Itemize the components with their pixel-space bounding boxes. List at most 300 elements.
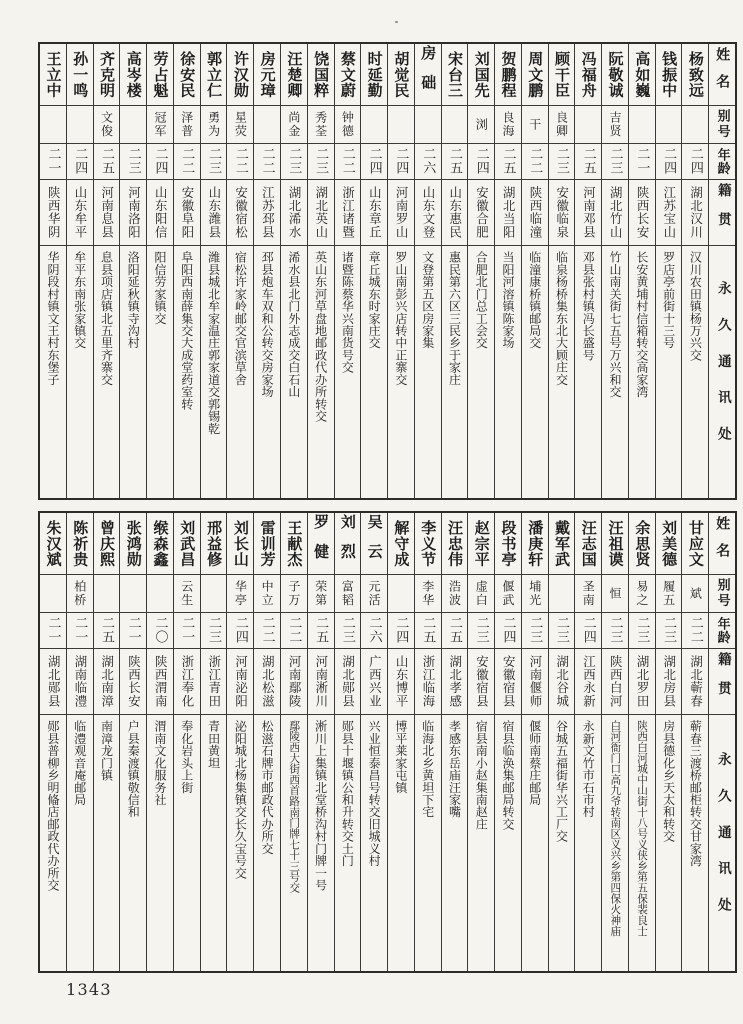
entry-column	[601, 44, 628, 498]
entry-alias-cell	[120, 106, 146, 144]
page-number: 1343	[66, 980, 112, 999]
entry-name-cell	[335, 513, 361, 575]
entry-address: 郧县十堰镇公和升转交土门	[340, 720, 355, 867]
entry-age: 二四	[500, 616, 516, 645]
entry-address: 阳信劳家镇交	[153, 251, 168, 325]
entry-address: 洛阳延秋镇寺沟村	[126, 251, 141, 349]
entry-name: 周文鹏	[526, 51, 545, 98]
entry-address-cell	[94, 246, 120, 498]
entry-alias-cell	[94, 106, 120, 144]
entry-name-cell	[254, 44, 280, 106]
entry-alias-cell	[415, 106, 441, 144]
entry-name: 杨致远	[686, 51, 705, 98]
entry-native: 湖北罗田	[635, 655, 651, 708]
entry-alias: 良卿	[554, 111, 569, 138]
entry-age: 二五	[580, 147, 596, 176]
entry-alias-cell	[656, 106, 682, 144]
entry-age-cell	[361, 144, 387, 180]
entry-alias-cell	[40, 575, 66, 613]
entry-age-cell	[120, 144, 146, 180]
entry-age-cell	[629, 144, 655, 180]
entry-alias-cell	[495, 106, 521, 144]
entry-alias: 中立	[260, 580, 275, 607]
entry-native: 江西永新	[581, 655, 597, 708]
entry-age-cell	[656, 144, 682, 180]
entry-name: 刘国先	[472, 51, 491, 98]
entry-native-cell	[415, 180, 441, 246]
entry-age: 二三	[206, 147, 222, 176]
entry-native: 浙江诸暨	[340, 186, 356, 239]
entry-name: 甘应文	[686, 520, 705, 567]
entry-address: 松滋石牌市邮政代办所交	[260, 720, 275, 855]
entry-name-cell	[629, 513, 655, 575]
entry-alias: 富韬	[340, 580, 355, 607]
entry-name-cell	[442, 44, 468, 106]
entry-name: 高岑楼	[124, 51, 143, 98]
entry-address-cell	[656, 715, 682, 971]
entry-native: 河南息县	[99, 186, 115, 239]
header-column-bottom	[708, 513, 735, 971]
entry-age-cell	[602, 613, 628, 649]
entry-alias: 子万	[286, 580, 301, 607]
entry-column	[66, 513, 93, 971]
entry-age-cell	[40, 613, 66, 649]
entry-address: 临潼康桥镇邮局交	[527, 251, 542, 349]
entry-age-cell	[495, 613, 521, 649]
entry-address: 章丘城东时家庄交	[367, 251, 382, 349]
entry-address: 博平莱家屯镇	[393, 720, 408, 794]
entry-native: 安徽宿松	[233, 186, 249, 239]
header-name-label: 姓名	[714, 47, 731, 102]
entry-name-cell	[94, 513, 120, 575]
scan-speck	[395, 21, 398, 23]
entry-address-cell	[549, 246, 575, 498]
entry-column	[414, 513, 441, 971]
entry-age-cell	[415, 613, 441, 649]
header-native-cell	[709, 649, 735, 715]
entry-native: 山东文登	[420, 186, 436, 239]
entry-native-cell	[335, 180, 361, 246]
entry-name-cell	[174, 44, 200, 106]
entry-name-cell	[629, 44, 655, 106]
entry-name: 吴云	[365, 514, 384, 573]
entry-address-cell	[656, 246, 682, 498]
entry-native-cell	[40, 649, 66, 715]
entry-native: 河南鄢陵	[287, 655, 303, 708]
entry-address-cell	[281, 246, 307, 498]
entry-name-cell	[174, 513, 200, 575]
entry-age: 二三	[607, 147, 623, 176]
entry-age: 二二	[339, 147, 355, 176]
entry-native-cell	[575, 649, 601, 715]
entry-native: 湖北谷城	[554, 655, 570, 708]
entry-name-cell	[602, 44, 628, 106]
entry-native-cell	[67, 649, 93, 715]
entry-address-cell	[254, 715, 280, 971]
entry-address: 宿松许家岭邮交官滨草舍	[233, 251, 248, 386]
entry-address-cell	[468, 715, 494, 971]
entry-name-cell	[281, 44, 307, 106]
entry-address: 阜阳西南薛集交大成堂药室转	[179, 251, 194, 411]
entry-alias-cell	[442, 106, 468, 144]
entry-native: 浙江青田	[206, 655, 222, 708]
entry-address-cell	[120, 246, 146, 498]
entry-age: 二二	[286, 616, 302, 645]
entry-address: 临泉杨桥集东北大顾庄交	[554, 251, 569, 386]
entry-name: 时延勤	[365, 51, 384, 98]
header-address-label: 永久通讯处	[714, 751, 731, 935]
entry-age: 二三	[125, 147, 141, 176]
entry-native-cell	[656, 180, 682, 246]
entry-native-cell	[522, 180, 548, 246]
header-native-label: 籍贯	[714, 183, 731, 242]
entry-name-cell	[120, 44, 146, 106]
entry-alias-cell	[468, 106, 494, 144]
entry-age: 二四	[72, 147, 88, 176]
entry-name-cell	[147, 44, 173, 106]
entry-alias-cell	[254, 106, 280, 144]
entry-age-cell	[254, 144, 280, 180]
entry-alias-cell	[254, 575, 280, 613]
entry-name: 王立中	[44, 51, 63, 98]
entry-name: 汪祖谟	[606, 520, 625, 567]
entry-address-cell	[575, 715, 601, 971]
entry-column	[253, 513, 280, 971]
entry-address-cell	[174, 246, 200, 498]
entry-address-cell	[468, 246, 494, 498]
entry-address-cell	[442, 715, 468, 971]
entry-column	[467, 44, 494, 498]
entry-name: 高如巍	[633, 51, 652, 98]
entry-address: 罗店亭前街十三号	[661, 251, 676, 349]
entry-column	[40, 513, 66, 971]
entry-column	[574, 513, 601, 971]
entry-native-cell	[522, 649, 548, 715]
header-age-cell	[709, 613, 735, 649]
entry-name: 孙一鸣	[71, 51, 90, 98]
entry-native-cell	[120, 649, 146, 715]
entry-name-cell	[201, 44, 227, 106]
entry-alias-cell	[629, 575, 655, 613]
header-alias-cell	[709, 575, 735, 613]
entry-alias: 吉贤	[608, 111, 623, 138]
entry-age: 二三	[206, 616, 222, 645]
entry-address: 泌阳城北杨集镇交长久宝号交	[233, 720, 248, 880]
entry-address: 鄢陵西大街西首路南门牌七十三号交	[288, 720, 301, 893]
entry-name-cell	[468, 44, 494, 106]
entry-age-cell	[308, 144, 334, 180]
entry-age-cell	[361, 613, 387, 649]
entry-native: 湖北南漳	[99, 655, 115, 708]
entry-column	[360, 513, 387, 971]
entry-column	[521, 513, 548, 971]
entry-name: 齐克明	[98, 51, 116, 98]
entry-native-cell	[656, 649, 682, 715]
entry-column	[307, 44, 334, 498]
entry-age: 二四	[393, 147, 409, 176]
entry-native: 河南洛阳	[126, 186, 142, 239]
header-name-cell	[709, 44, 735, 106]
entry-address-cell	[629, 715, 655, 971]
entry-address-cell	[361, 246, 387, 498]
entry-address: 渭南文化服务社	[153, 720, 168, 806]
entry-address: 汉川农田镇杨万兴交	[688, 251, 703, 362]
entry-alias-cell	[549, 575, 575, 613]
entry-native: 山东牟平	[72, 186, 88, 239]
entry-column	[360, 44, 387, 498]
entry-address-cell	[308, 246, 334, 498]
entry-column	[681, 513, 708, 971]
entry-native-cell	[495, 180, 521, 246]
header-alias-cell	[709, 106, 735, 144]
entry-age-cell	[201, 144, 227, 180]
entry-address-cell	[147, 246, 173, 498]
entry-age-cell	[682, 613, 708, 649]
entry-column	[93, 44, 120, 498]
entry-alias-cell	[227, 575, 253, 613]
entry-address-cell	[174, 715, 200, 971]
entry-native-cell	[67, 180, 93, 246]
entry-address-cell	[335, 246, 361, 498]
entry-name-cell	[281, 513, 307, 575]
entry-native: 湖北郧县	[46, 655, 62, 708]
entry-column	[574, 44, 601, 498]
entry-column	[173, 44, 200, 498]
entry-age-cell	[468, 144, 494, 180]
entry-age-cell	[575, 144, 601, 180]
entry-column	[146, 513, 173, 971]
entry-name: 陈祈贵	[71, 520, 90, 567]
entry-age: 二五	[313, 616, 329, 645]
entry-alias: 星荧	[233, 111, 248, 138]
entry-address-cell	[602, 715, 628, 971]
entry-native: 广西兴业	[367, 655, 383, 708]
entry-native: 湖北孝感	[447, 655, 463, 708]
entry-alias-cell	[361, 106, 387, 144]
entry-name: 缑森鑫	[151, 520, 170, 567]
registry-table-top	[38, 42, 737, 500]
header-name-label: 姓名	[714, 516, 731, 571]
entry-native-cell	[308, 649, 334, 715]
entry-address-cell	[361, 715, 387, 971]
entry-alias: 履五	[661, 580, 676, 607]
entry-name-cell	[656, 513, 682, 575]
entry-alias: 秀荃	[313, 111, 328, 138]
entry-address-cell	[495, 246, 521, 498]
entry-native-cell	[629, 649, 655, 715]
entry-column	[280, 513, 307, 971]
entry-age: 二四	[393, 616, 409, 645]
entry-name-cell	[361, 44, 387, 106]
entry-name-cell	[468, 513, 494, 575]
entry-column	[334, 44, 361, 498]
entry-name: 贺鹏程	[499, 51, 518, 98]
entry-age-cell	[147, 613, 173, 649]
entry-age-cell	[335, 144, 361, 180]
entry-age: 二一	[45, 616, 61, 645]
entry-alias: 荣第	[313, 580, 328, 607]
entry-alias: 华亭	[233, 580, 248, 607]
entry-age: 二五	[99, 616, 114, 645]
entry-alias: 偃武	[500, 580, 515, 607]
entry-name-cell	[227, 44, 253, 106]
entry-column	[200, 44, 227, 498]
entry-age-cell	[415, 144, 441, 180]
entry-alias-cell	[495, 575, 521, 613]
entry-alias-cell	[549, 106, 575, 144]
entry-native: 湖北英山	[313, 186, 329, 239]
entry-name: 房元璋	[258, 51, 277, 98]
entry-native-cell	[629, 180, 655, 246]
entry-age-cell	[468, 613, 494, 649]
entry-column	[146, 44, 173, 498]
entry-alias: 泽普	[179, 111, 194, 138]
entry-column	[655, 513, 682, 971]
entry-age: 二一	[72, 616, 88, 645]
entry-native-cell	[468, 649, 494, 715]
entry-native: 陕西临潼	[527, 186, 543, 239]
entry-name: 冯福舟	[579, 51, 598, 98]
entry-native-cell	[174, 649, 200, 715]
entry-address: 诸暨陈蔡华兴南货号交	[340, 251, 355, 374]
entry-age: 二一	[125, 616, 141, 645]
entry-address-cell	[40, 715, 66, 971]
entry-age-cell	[67, 613, 93, 649]
entry-column	[628, 513, 655, 971]
entry-name: 戴军武	[553, 520, 572, 567]
entry-alias-cell	[281, 575, 307, 613]
entry-age: 二三	[339, 616, 355, 645]
entry-alias: 干	[527, 117, 542, 132]
entry-native-cell	[281, 180, 307, 246]
header-native-label: 籍贯	[714, 652, 731, 711]
entry-name-cell	[575, 44, 601, 106]
entry-name-cell	[549, 44, 575, 106]
entry-age-cell	[549, 613, 575, 649]
entry-alias: 云生	[179, 580, 194, 607]
header-age-cell	[709, 144, 735, 180]
entry-column	[548, 513, 575, 971]
entry-address: 房县德化乡天太和转交	[661, 720, 676, 843]
entry-name-cell	[308, 513, 334, 575]
entry-address: 当阳河溶镇陈家场	[500, 251, 515, 349]
entry-name-cell	[147, 513, 173, 575]
entry-column	[66, 44, 93, 498]
entry-address-cell	[40, 246, 66, 498]
entry-column	[601, 513, 628, 971]
entry-name: 赵宗平	[472, 520, 491, 567]
entry-age-cell	[227, 613, 253, 649]
entry-age-cell	[174, 144, 200, 180]
entry-age: 二三	[473, 616, 489, 645]
entry-name-cell	[682, 44, 708, 106]
entry-native-cell	[227, 649, 253, 715]
entry-age: 二四	[232, 616, 248, 645]
entry-age-cell	[254, 613, 280, 649]
entry-column	[334, 513, 361, 971]
entry-name: 刘美德	[660, 520, 679, 567]
entry-address: 华阴段村镇文王村东堡子	[45, 251, 60, 386]
entry-age: 二六	[366, 616, 382, 645]
entry-alias: 元活	[367, 580, 382, 607]
entry-address: 郧县普柳乡明偹店邮政代办所交	[45, 720, 60, 892]
entry-alias: 圣南	[581, 580, 596, 607]
entry-address-cell	[335, 715, 361, 971]
entry-address: 临澧观音庵邮局	[72, 720, 87, 806]
entry-address: 淅川上集镇北堂桥沟村门牌一号	[313, 720, 328, 892]
entry-native-cell	[94, 649, 120, 715]
entry-native: 陕西白河	[608, 655, 624, 708]
entry-name-cell	[522, 513, 548, 575]
entry-alias-cell	[602, 575, 628, 613]
entry-age-cell	[281, 613, 307, 649]
entry-name: 潘庚轩	[526, 520, 545, 567]
entry-name: 顾干臣	[553, 51, 572, 98]
entry-native: 湖北浠水	[287, 186, 303, 239]
entry-address: 邳县炮车双和公转交房家场	[260, 251, 275, 398]
entry-age-cell	[522, 613, 548, 649]
entry-column	[548, 44, 575, 498]
entry-native-cell	[442, 649, 468, 715]
entry-native: 山东惠民	[447, 186, 463, 239]
entry-age: 二五	[99, 147, 114, 176]
entry-address: 宿县南小赵集南赵庄	[474, 720, 489, 831]
entry-name: 解守成	[392, 520, 411, 567]
entry-age: 二三	[286, 147, 302, 176]
entry-native-cell	[602, 180, 628, 246]
entry-age-cell	[201, 613, 227, 649]
header-alias-label: 别号	[714, 109, 730, 140]
entry-address-cell	[415, 246, 441, 498]
entry-name: 汪楚卿	[285, 51, 304, 98]
entry-address-cell	[442, 246, 468, 498]
entry-address: 宿县临涣集邮局转交	[500, 720, 515, 831]
entry-name-cell	[656, 44, 682, 106]
entry-age-cell	[602, 144, 628, 180]
entry-address-cell	[388, 715, 414, 971]
header-native-cell	[709, 180, 735, 246]
entry-alias-cell	[120, 575, 146, 613]
entry-alias-cell	[227, 106, 253, 144]
entry-address-cell	[495, 715, 521, 971]
entry-native-cell	[227, 180, 253, 246]
entry-native-cell	[549, 180, 575, 246]
entry-alias-cell	[629, 106, 655, 144]
entry-address: 邓县张村镇冯长盛号	[581, 251, 596, 362]
entry-native: 湖北竹山	[608, 186, 624, 239]
entry-alias: 恒	[608, 586, 623, 601]
entry-native: 陕西渭南	[153, 655, 169, 708]
entry-age-cell	[522, 144, 548, 180]
entry-age: 二五	[446, 616, 462, 645]
entry-name: 郭立仁	[205, 51, 224, 98]
entry-alias-cell	[656, 575, 682, 613]
entry-alias: 浏	[474, 117, 489, 132]
entry-address: 蕲春三渡桥邮柜转交甘家湾	[688, 720, 703, 867]
entry-native-cell	[335, 649, 361, 715]
entry-native-cell	[254, 180, 280, 246]
entry-address-cell	[549, 715, 575, 971]
entry-alias-cell	[335, 106, 361, 144]
entry-address: 潍县城北牟家温庄郭家道交郭锡乾	[206, 251, 221, 435]
entry-column	[40, 44, 66, 498]
entry-name-cell	[549, 513, 575, 575]
entry-age: 二一	[45, 147, 61, 176]
entry-alias-cell	[201, 106, 227, 144]
entry-age: 二五	[420, 616, 436, 645]
entry-native-cell	[361, 649, 387, 715]
entry-age: 二三	[554, 147, 570, 176]
